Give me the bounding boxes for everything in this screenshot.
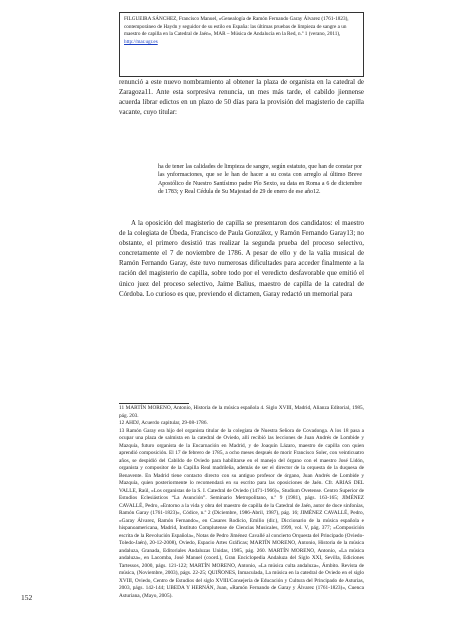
footnote-12: 12 AHDJ, Acuerdo capitular, 29-08-1786. [119, 420, 208, 426]
footnotes [119, 405, 364, 600]
footnote-divider [119, 403, 189, 404]
block-quote: ha de tener las calidades de limpieza de sangre, según estatuto, que han de constar por las ynformaciones, que se le han de hacer a su costa con arreglo al último Breve Apostólico de Nuestro Santísimo padre Pío Sexto, su data en Roma a 6 de diciembre de 1783; y Real Cédula de Su Majestad de 29 de enero de ese año12. [158, 164, 362, 196]
body-paragraph-1: renunció a este nuevo nombramiento al obtener la plaza de organista en la catedral de Zaragoza11. Ante esta sorpresiva renuncia, un mes más tarde, el cabildo jiennense acuerda librar edictos en un plazo de 50 días para la provisión del magisterio de capilla vacante, cuyo titular: [119, 79, 364, 117]
citation-text: FILGUEIRA SÁNCHEZ, Francisco Manuel, «Genealogía de Ramón Fernando Garay Álvarez (1761-1823), contemporáneo de Haydn y seguidor de su estilo en España: las últimas pruebas de limpieza de sangre a un maestro de capilla en la Catedral de Jaén», MAR – Música de Andalucía en la Red, n.º 1 (verano, 2011), [124, 16, 349, 38]
footnote-11: 11 MARTÍN MORENO, Antonio, Historia de la música española 4. Siglo XVIII, Madrid, Alianza Editorial, 1985, pág. 203. [119, 405, 364, 419]
footnote-13: 13 Ramón Garay era hijo del organista titular de la colegiata de Nuestra Señora de Covadonga. A los 18 pasa a ocupar una plaza de salmista en la catedral de Oviedo, allí recibió las lecciones de Juan Andrés de Lombide y Mazquía, futuro organista de la Encarnación en Madrid, y de Joaquín Lázaro, maestro de capilla con quien aprendió composición. El 17 de febrero de 1785, a ocho meses después de morir Francisco Soler, con veinticuatro años, se despidió del Cabildo de Oviedo para habilitarse en el manejo del órgano con el maestro José Lidón, organista y compositor de la Capilla Real madrileña, además de ser el director de la orquesta de la duquesa de Benavente. En Madrid tiene contacto directo con su antiguo profesor de órgano, Juan Andrés de Lombide y Mazquía, quien posteriormente lo recomendará en su escrito para las oposiciones de Jaén. Cfr. ARIAS DEL VALLE, Raúl, «Los organistas de la S. I. Catedral de Oviedo (1471-1966)», Studium Ovetense. Centro Superior de Estudios Eclesiásticos “La Asunción”. Seminario Metropolitano, n.º 9 (1981), págs. 163-165; JIMÉNEZ CAVALLÉ, Pedro, «Entorno a la vida y obra del maestro de capilla de la Catedral de Jaén, autor de doce sinfonías, Ramón Garay (1761-1823)», Códice, n.º 2 (Diciembre, 1986-Abril, 1987), pág. 16; JIMÉNEZ CAVALLÉ, Pedro, «Garay Álvarez, Ramón Fernando», en Casares Rodicio, Emilio (dir.), Diccionario de la música española e hispanoamericana, Madrid, Instituto Complutense de Ciencias Musicales, 1999, vol. V, pág. 377; «Composición escrita de la Revolución Española», Notas de Pedro Jiménez Cavallé al concierto Orquesta del Principado (Oviedo-Toledo-Jaén), 20-12-2008), Oviedo, Espacio Artes Gráficas; MARTÍN MORENO, Antonio, Historia de la música andaluza, Granada, Editoriales Andaluzas Unidas, 1985, pág. 260. MARTÍN MORENO, Antonio, «La música andaluza», en Lacomba, José Manuel (coord.), Gran Enciclopedia Andaluza del Siglo XXI, Sevilla, Ediciones Tartessos, 2000, págs. 121-122; MARTÍN MORENO, Antonio, «La música culta andaluza», Ámbito. Revista de música, (Noviembre, 2003), págs. 22-25; QUIÑONES, Inmaculada, La música en la catedral de Oviedo en el siglo XVIII, Oviedo, Centro de Estudios del siglo XVIII/Consejería de Educación y Cultura del Principado de Asturias, 2003, págs. 142-144; UBEDA Y HERNÁN, Juan, «Ramón Fernando de Garay y Álvarez (1761-1823)», Cuenca Asturiana, (Mayo, 2005). [119, 427, 364, 599]
citation-header [119, 12, 364, 77]
body-paragraph-2: A la oposición del magisterio de capilla se presentaron dos candidatos: el maestro de la colegiata de Úbeda, Francisco de Paula González, y Ramón Fernando Garay13; no obstante, el primero desistió tras realizar la segunda prueba del proceso selectivo, concretamente el 7 de noviembre de 1786. A pesar de ello y de la valía musical de Ramón Fernando Garay, éste tuvo numerosas dificultades para acceder finalmente a la ración del magisterio de capilla, sobre todo por el veredicto desfavorable que emitió el único juez del proceso selectivo, Jaime Balius, maestro de capilla de la catedral de Córdoba. Lo curioso es que, previendo el dictamen, Garay redactó un memorial para [119, 220, 364, 298]
citation-link[interactable]: http://mar.ugr.es [124, 38, 158, 45]
page-number: 152 [21, 593, 33, 602]
